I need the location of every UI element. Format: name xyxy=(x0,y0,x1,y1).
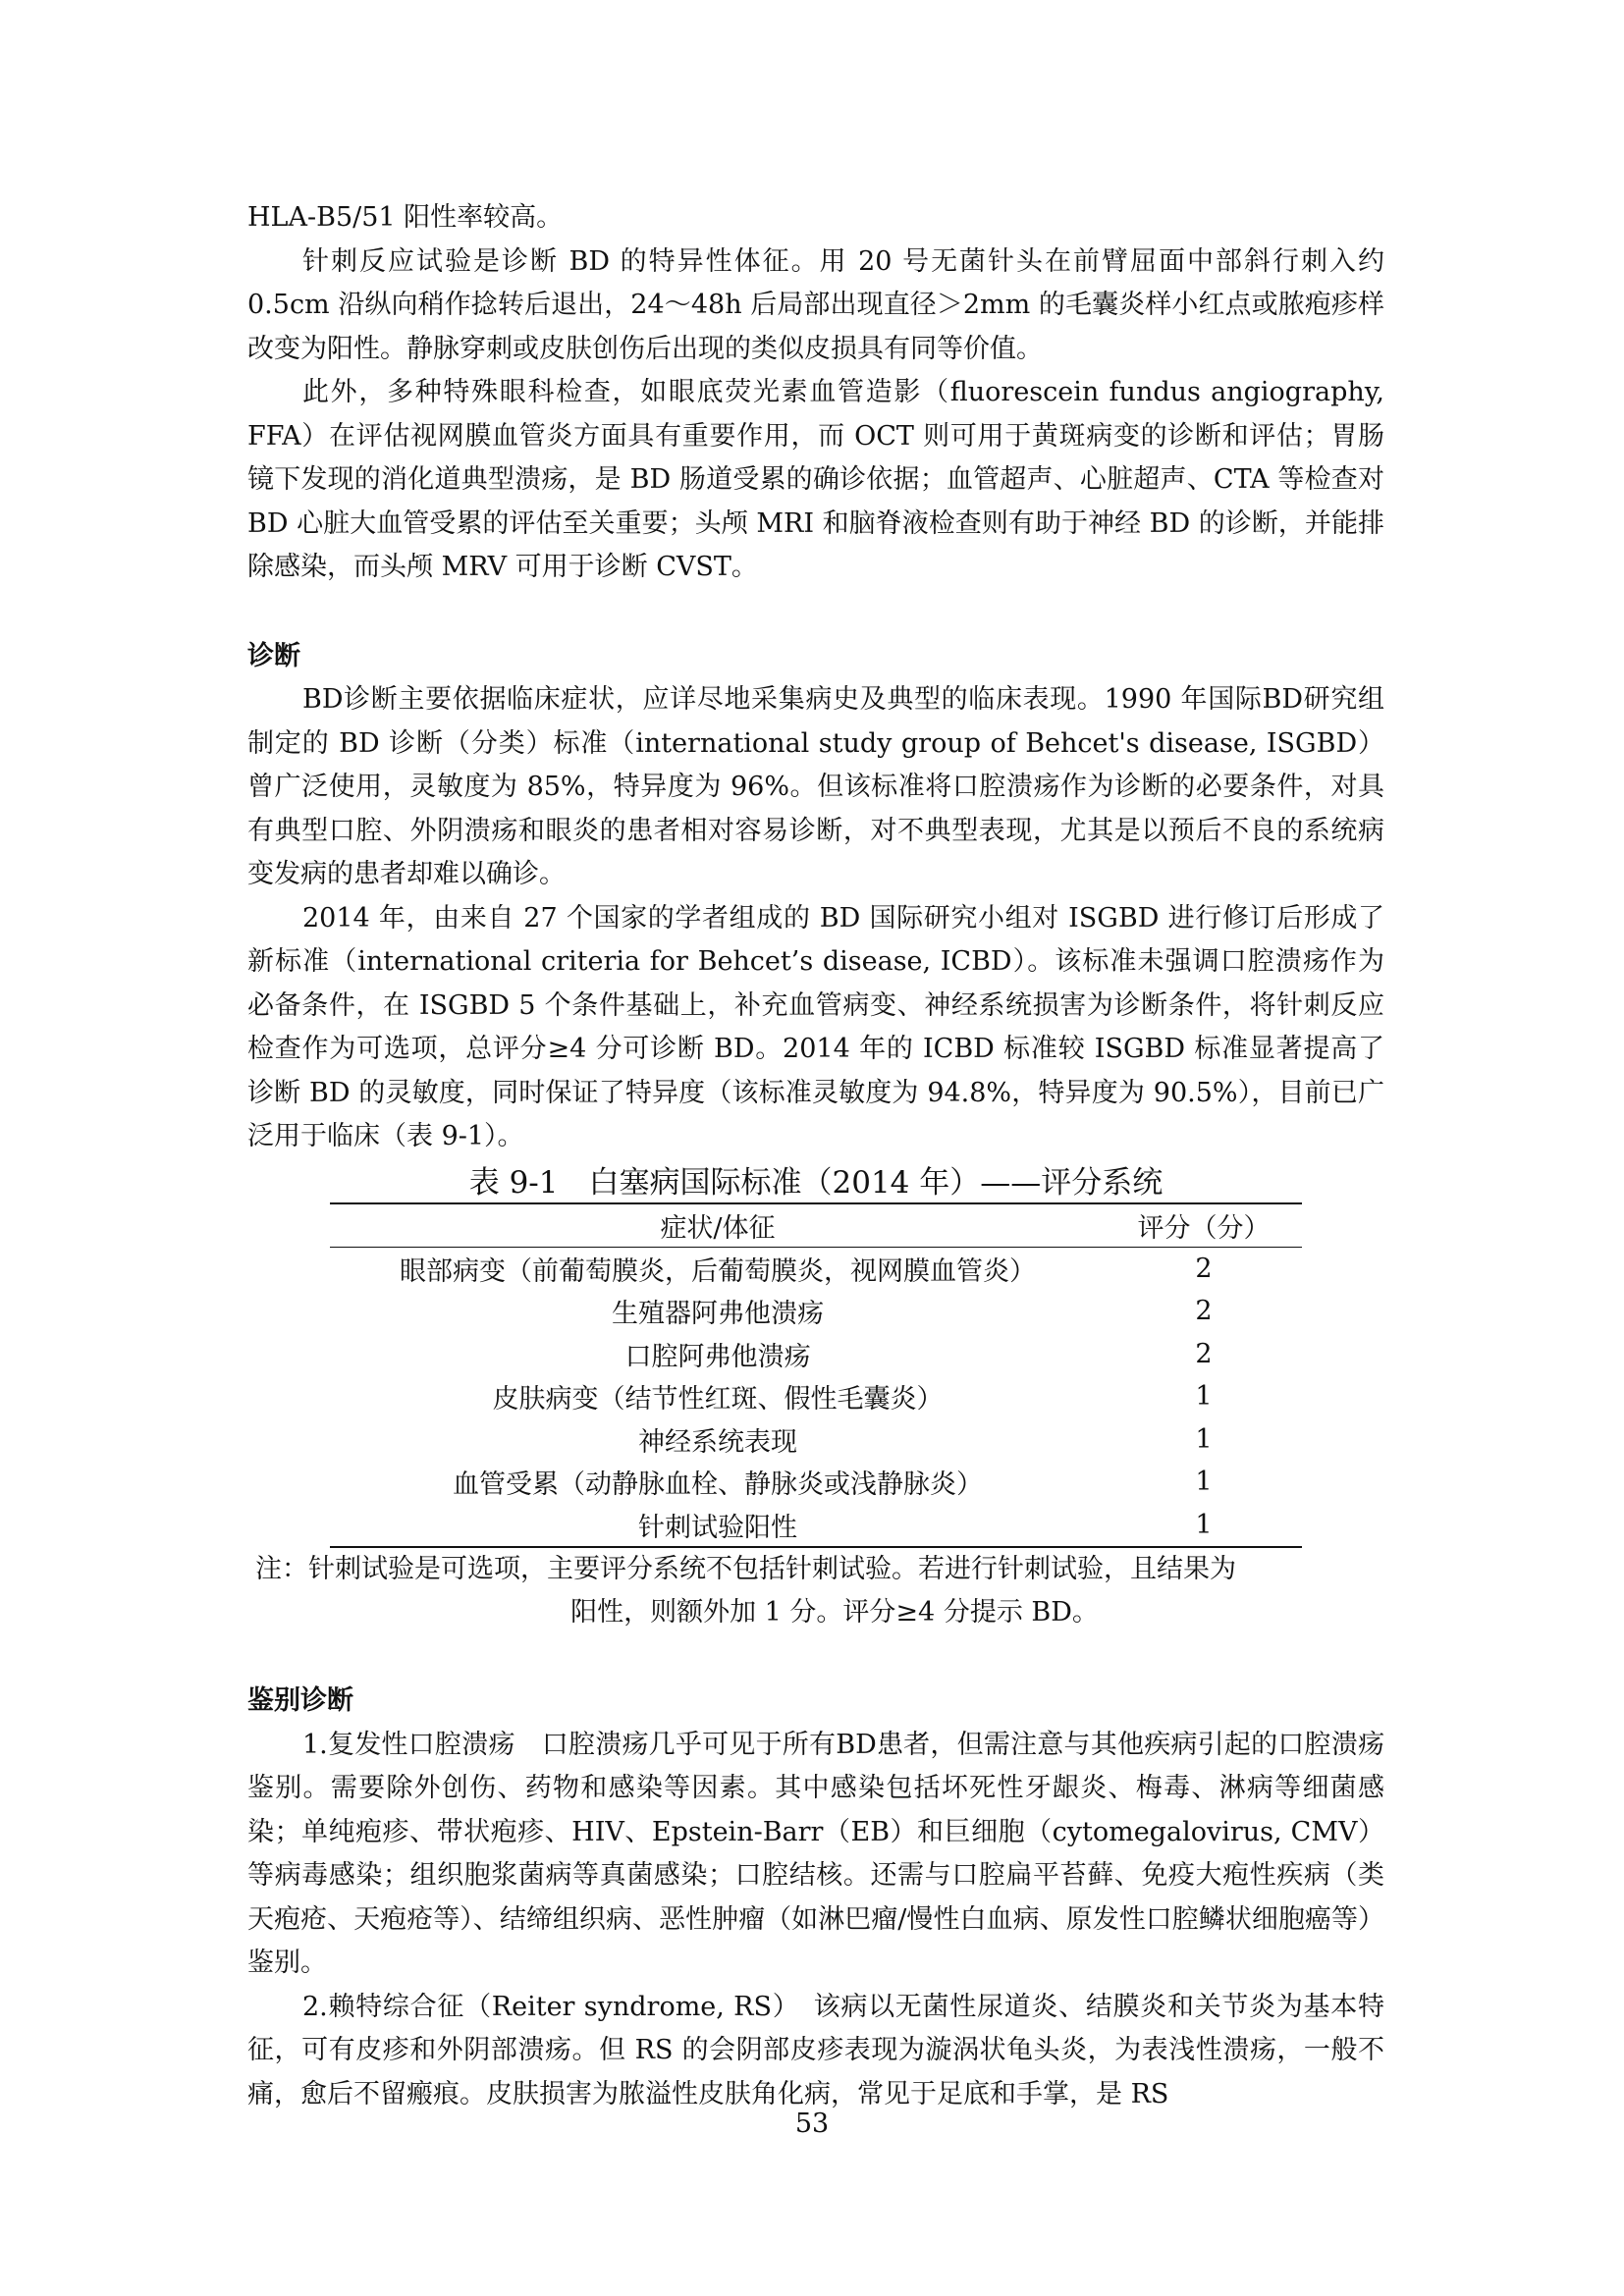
cell-symptom: 血管受累（动静脉血栓、静脉炎或浅静脉炎） xyxy=(453,1469,983,1501)
cell-score: 2 xyxy=(1195,1253,1213,1284)
page-body xyxy=(247,196,1384,2116)
table-row xyxy=(330,1247,1302,1290)
cell-symptom: 眼部病变（前葡萄膜炎，后葡萄膜炎，视网膜血管炎） xyxy=(400,1255,1036,1287)
cell-score: 2 xyxy=(1195,1338,1213,1369)
table-note xyxy=(247,1548,1384,1634)
cell-symptom: 生殖器阿弗他溃疡 xyxy=(612,1299,824,1330)
cell-score: 1 xyxy=(1106,1504,1302,1548)
table-row xyxy=(330,1375,1302,1418)
cell-symptom: 针刺试验阳性 xyxy=(330,1504,1106,1548)
paragraph-diagnosis-1: BD诊断主要依据临床症状，应详尽地采集病史及典型的临床表现。1990 年国际BD研究组制定的 BD 诊断（分类）标准（international study group of Behcet's disease, ISGBD）曾广泛使用，灵敏度为 85%，特异度为 96%。但该标准将口腔溃疡作为诊断的必要条件，对具有典型口腔、外阴溃疡和眼炎的患者相对容易诊断，对不典型表现，尤其是以预后不良的系统病变发病的患者却难以确诊。 xyxy=(247,684,1384,889)
cell-score: 1 xyxy=(1195,1423,1213,1455)
cell-score: 1 xyxy=(1195,1381,1213,1413)
paragraph-differential-2: 2.赖特综合征（Reiter syndrome, RS） 该病以无菌性尿道炎、结膜炎和关节炎为基本特征，可有皮疹和外阴部溃疡。但 RS 的会阴部皮疹表现为漩涡状龟头炎，为表浅性溃疡，一般不痛，愈后不留瘢痕。皮肤损害为脓溢性皮肤角化病，常见于足底和手掌，是 RS xyxy=(247,1991,1384,2109)
cell-symptom: 皮肤病变（结节性红斑、假性毛囊炎） xyxy=(492,1384,944,1415)
header-score: 评分（分） xyxy=(1106,1203,1302,1248)
table-row xyxy=(330,1333,1302,1376)
paragraph-special-exams: 此外，多种特殊眼科检查，如眼底荧光素血管造影（fluorescein fundus angiography, FFA）在评估视网膜血管炎方面具有重要作用，而 OCT 则可用于黄斑病变的诊断和评估；胃肠镜下发现的消化道典型溃疡，是 BD 肠道受累的确诊依据；血管超声、心脏超声、CTA 等检查对 BD 心脏大血管受累的评估至关重要；头颅 MRI 和脑脊液检查则有助于神经 BD 的诊断，并能排除感染，而头颅 MRV 可用于诊断 CVST。 xyxy=(247,377,1384,582)
cell-score: 1 xyxy=(1195,1467,1213,1498)
criteria-table xyxy=(330,1202,1302,1549)
table-header-row xyxy=(330,1203,1302,1248)
page-number: 53 xyxy=(794,2109,830,2139)
table-row xyxy=(330,1418,1302,1462)
paragraph-diagnosis-2: 2014 年，由来自 27 个国家的学者组成的 BD 国际研究小组对 ISGBD 进行修订后形成了新标准（international criteria for Behcet’s disease, ICBD）。该标准未强调口腔溃疡作为必备条件，在 ISGBD 5 个条件基础上，补充血管病变、神经系统损害为诊断条件，将针刺反应检查作为可选项，总评分≥4 分可诊断 BD。2014 年的 ICBD 标准较 ISGBD 标准显著提高了诊断 BD 的灵敏度，同时保证了特异度（该标准灵敏度为 94.8%，特异度为 90.5%），目前已广泛用于临床（表 9-1）。 xyxy=(247,902,1384,1151)
cell-symptom: 口腔阿弗他溃疡 xyxy=(624,1341,811,1372)
table-row xyxy=(330,1504,1302,1548)
table-row xyxy=(330,1461,1302,1504)
paragraph-hla: HLA-B5/51 阳性率较高。 xyxy=(247,202,564,233)
cell-score: 2 xyxy=(1195,1296,1213,1327)
table-note-line-2: 阳性，则额外加 1 分。评分≥4 分提示 BD。 xyxy=(570,1597,1099,1628)
table-title: 表 9-1 白塞病国际标准（2014 年）——评分系统 xyxy=(468,1164,1164,1201)
section-heading-diagnosis: 诊断 xyxy=(247,640,300,671)
header-symptom: 症状/体征 xyxy=(330,1203,1106,1248)
table-row xyxy=(330,1290,1302,1333)
cell-symptom: 神经系统表现 xyxy=(638,1426,797,1458)
paragraph-differential-1: 1.复发性口腔溃疡 口腔溃疡几乎可见于所有BD患者，但需注意与其他疾病引起的口腔溃疡鉴别。需要除外创伤、药物和感染等因素。其中感染包括坏死性牙龈炎、梅毒、淋病等细菌感染；单纯疱疹、带状疱疹、HIV、Epstein-Barr（EB）和巨细胞（cytomegalovirus, CMV）等病毒感染；组织胞浆菌病等真菌感染；口腔结核。还需与口腔扁平苔藓、免疫大疱性疾病（类天疱疮、天疱疮等）、结缔组织病、恶性肿瘤（如淋巴瘤/慢性白血病、原发性口腔鳞状细胞癌等）鉴别。 xyxy=(247,1729,1384,1978)
table-note-line-1: 注：针刺试验是可选项，主要评分系统不包括针刺试验。若进行针刺试验，且结果为 xyxy=(255,1554,1236,1584)
section-heading-differential: 鉴别诊断 xyxy=(247,1685,353,1716)
paragraph-pathergy-test: 针刺反应试验是诊断 BD 的特异性体征。用 20 号无菌针头在前臂屈面中部斜行刺入约 0.5cm 沿纵向稍作捻转后退出，24～48h 后局部出现直径＞2mm 的毛囊炎样小红点或脓疱疹样改变为阳性。静脉穿刺或皮肤创伤后出现的类似皮损具有同等价值。 xyxy=(247,245,1384,364)
